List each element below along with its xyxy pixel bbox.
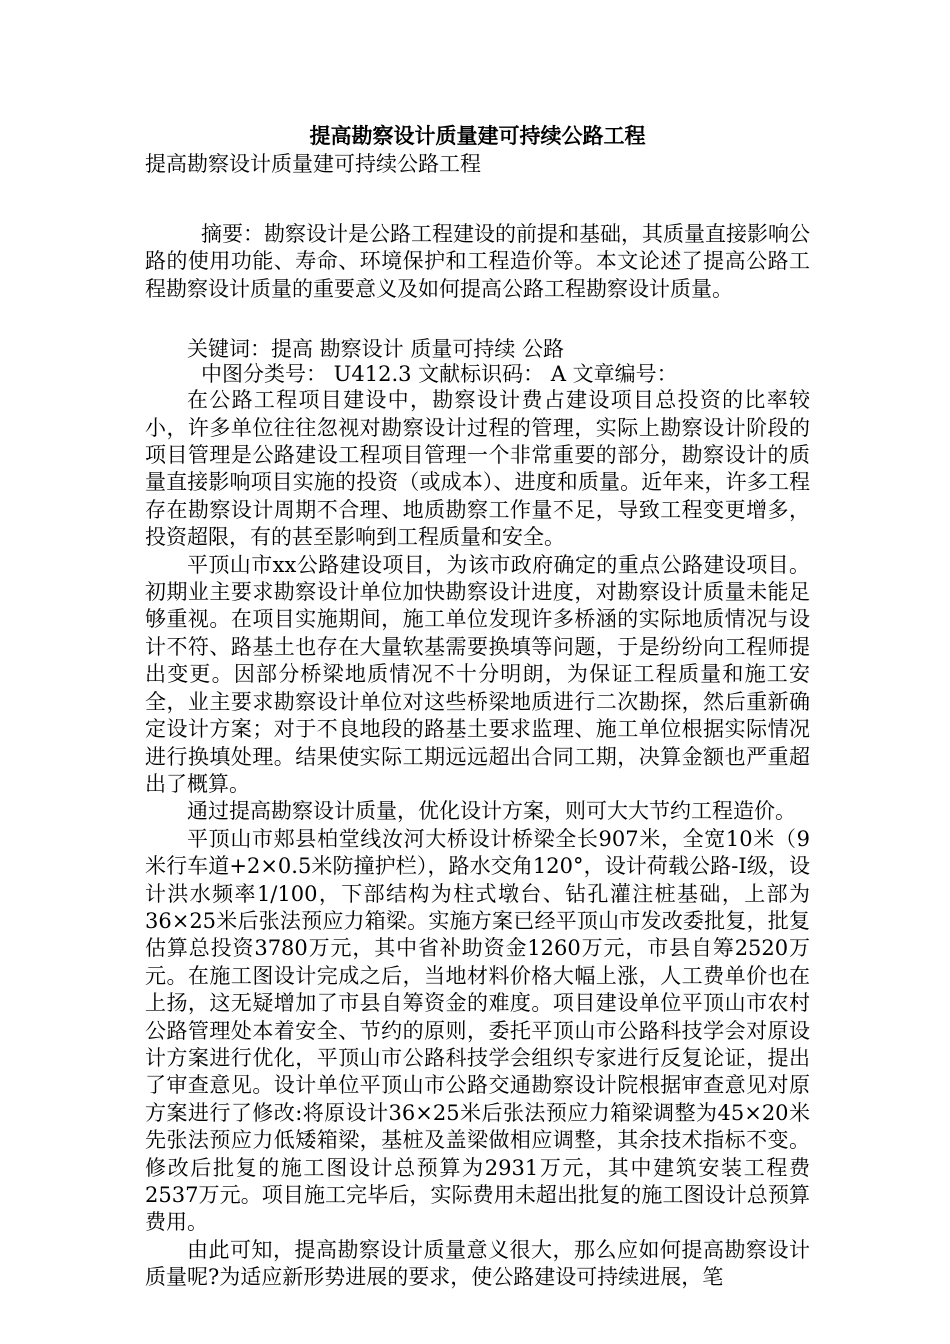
body-paragraph: 由此可知，提高勘察设计质量意义很大，那么应如何提高勘察设计质量呢?为适应新形势进展的要求，使公路建设可持续进展，笔 bbox=[145, 1237, 810, 1290]
abstract-paragraph: 摘要：勘察设计是公路工程建设的前提和基础，其质量直接影响公路的使用功能、寿命、环境保护和工程造价等。本文论述了提高公路工程勘察设计质量的重要意义及如何提高公路工程勘察设计质量。 bbox=[145, 222, 810, 301]
body-paragraph: 平顶山市xx公路建设项目，为该市政府确定的重点公路建设项目。初期业主要求勘察设计单位加快勘察设计进度，对勘察设计质量未能足够重视。在项目实施期间，施工单位发现许多桥涵的实际地质情况与设计不符、路基土也存在大量软基需要换填等问题，于是纷纷向工程师提出变更。因部分桥梁地质情况不十分明朗，为保证工程质量和施工安全，业主要求勘察设计单位对这些桥梁地质进行二次勘探，然后重新确定设计方案；对于不良地段的路基土要求监理、施工单位根据实际情况进行换填处理。结果使实际工期远远超出合同工期，决算金额也严重超出了概算。 bbox=[145, 552, 810, 796]
document-body bbox=[145, 122, 810, 1292]
classification-line: 中图分类号： U412.3 文献标识码： A 文章编号： bbox=[201, 362, 678, 387]
spacer bbox=[145, 303, 810, 337]
document-title: 提高勘察设计质量建可持续公路工程 bbox=[309, 123, 646, 148]
body-paragraph: 在公路工程项目建设中，勘察设计费占建设项目总投资的比率较小，许多单位往往忽视对勘察设计过程的管理，实际上勘察设计阶段的项目管理是公路建设工程项目管理一个非常重要的部分，勘察设计的质量直接影响项目实施的投资（或成本）、进度和质量。近年来，许多工程存在勘察设计周期不合理、地质勘察工作量不足，导致工程变更增多，投资超限，有的甚至影响到工程质量和安全。 bbox=[145, 388, 810, 550]
body-paragraph: 平顶山市郏县柏堂线汝河大桥设计桥梁全长907米，全宽10米（9米行车道+2×0.5米防撞护栏），路水交角120°，设计荷载公路-Ⅰ级，设计洪水频率1/100，下部结构为柱式墩台、钻孔灌注桩基础，上部为36×25米后张法预应力箱梁。实施方案已经平顶山市发改委批复，批复估算总投资3780万元，其中省补助资金1260万元，市县自筹2520万元。在施工图设计完成之后，当地材料价格大幅上涨，人工费单价也在上扬，这无疑增加了市县自筹资金的难度。项目建设单位平顶山市农村公路管理处本着安全、节约的原则，委托平顶山市公路科技学会对原设计方案进行优化，平顶山市公路科技学会组织专家进行反复论证，提出了审查意见。设计单位平顶山市公路交通勘察设计院根据审查意见对原方案进行了修改:将原设计36×25米后张法预应力箱梁调整为45×20米先张法预应力低矮箱梁，基桩及盖梁做相应调整，其余技术指标不变。修改后批复的施工图设计总预算为2931万元，其中建筑安装工程费2537万元。项目施工完毕后，实际费用未超出批复的施工图设计总预算费用。 bbox=[145, 826, 810, 1235]
keywords-line: 关键词：提高 勘察设计 质量可持续 公路 bbox=[187, 337, 565, 362]
document-subtitle: 提高勘察设计质量建可持续公路工程 bbox=[145, 152, 481, 176]
spacer bbox=[145, 178, 810, 221]
body-paragraph: 通过提高勘察设计质量，优化设计方案，则可大大节约工程造价。 bbox=[187, 799, 796, 824]
